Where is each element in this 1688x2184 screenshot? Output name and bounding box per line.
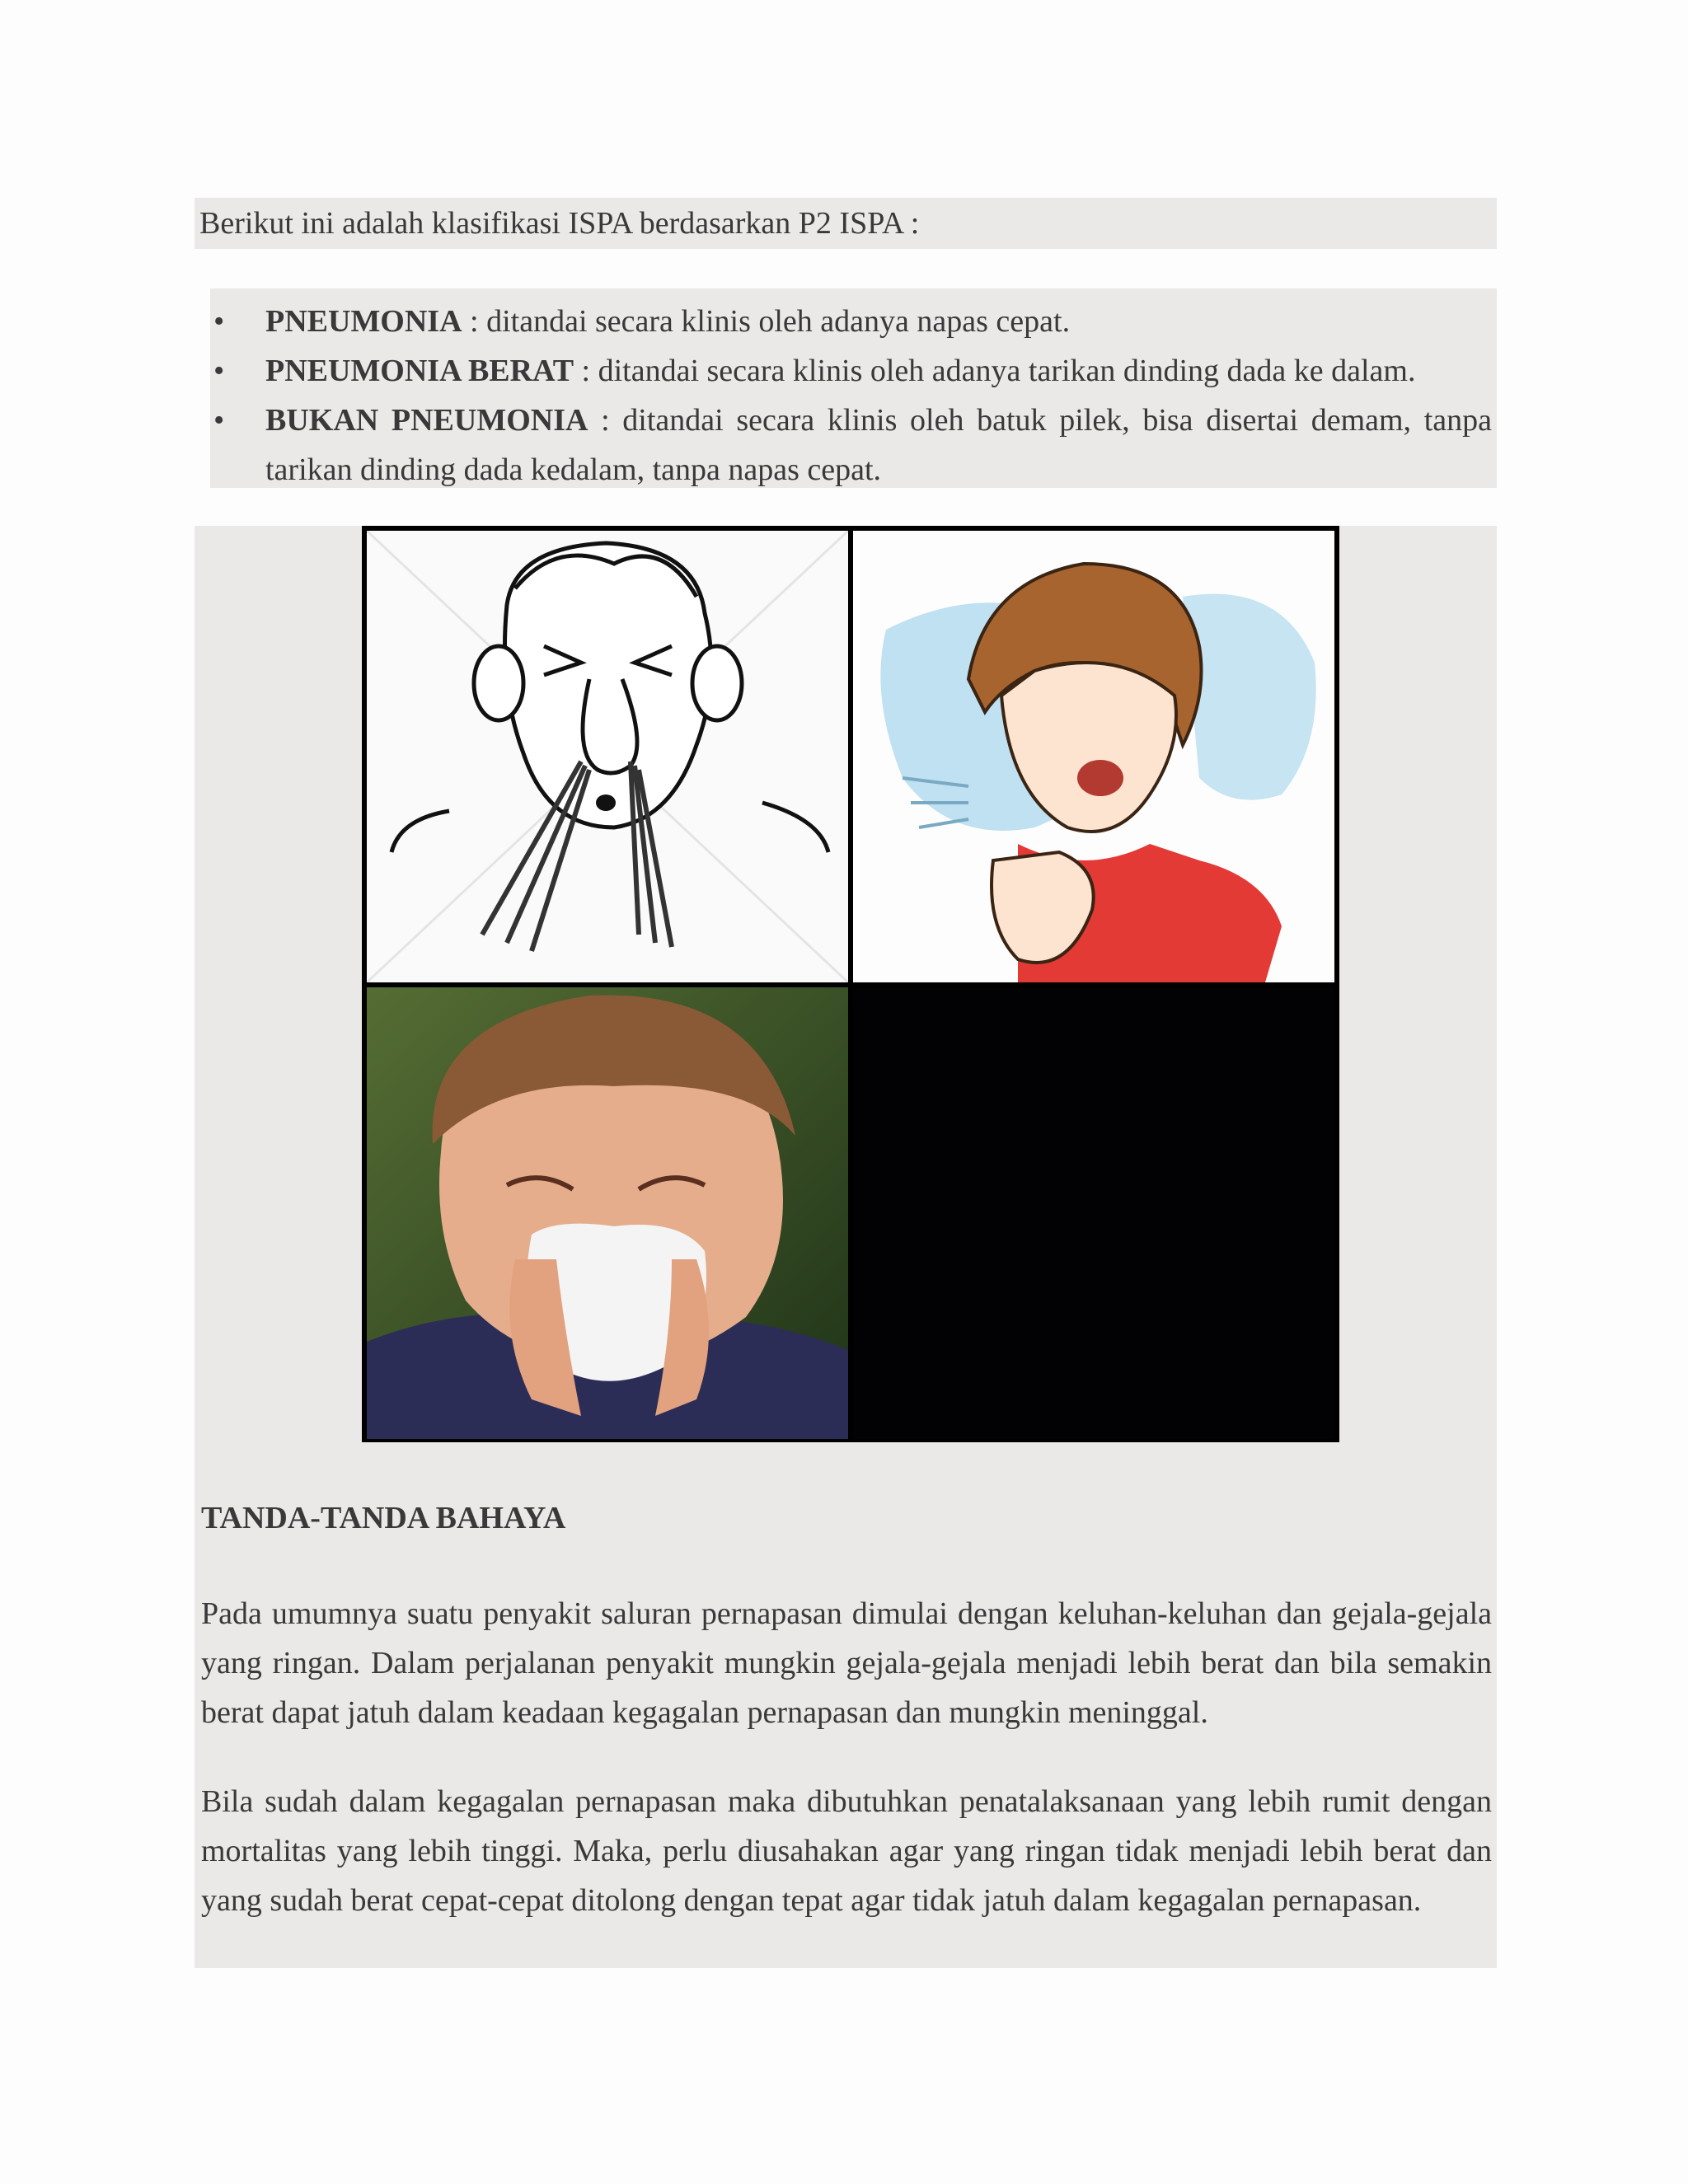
term: PNEUMONIA BERAT <box>265 354 574 388</box>
paragraph: Bila sudah dalam kegagalan pernapasan maka dibutuhkan penatalaksanaan yang lebih rumit dengan mortalitas yang lebih tinggi. Maka, perlu diusahakan agar yang ringan tidak menjadi lebih berat dan yang sudah berat cepat-cepat ditolong dengan tepat agar tidak jatuh dalam kegagalan pernapasan. <box>201 1784 1492 1918</box>
term-description: : ditandai secara klinis oleh adanya tarikan dinding dada ke dalam. <box>574 354 1416 388</box>
term: BUKAN PNEUMONIA <box>265 403 588 438</box>
bullet: • <box>213 354 225 388</box>
boy-blowing-nose-icon <box>367 987 848 1439</box>
classification-list <box>210 288 1497 488</box>
paragraph: Pada umumnya suatu penyakit saluran pernapasan dimulai dengan keluhan-keluhan dan gejala-gejala yang ringan. Dalam perjalanan penyakit mungkin gejala-gejala menjadi lebih berat dan bila semakin berat dapat jatuh dalam keadaan kegagalan pernapasan dan mungkin meninggal. <box>201 1596 1492 1730</box>
main-section <box>195 526 1497 1968</box>
list-item <box>210 346 1497 396</box>
intro-text: Berikut ini adalah klasifikasi ISPA berdasarkan P2 ISPA : <box>195 198 1497 249</box>
list-item <box>210 396 1497 494</box>
list-item <box>210 297 1497 346</box>
sneezing-cartoon-man-icon <box>367 531 848 982</box>
black-panel <box>853 987 1334 1439</box>
bullet: • <box>213 304 225 339</box>
term-description: : ditandai secara klinis oleh adanya napas cepat. <box>462 304 1071 339</box>
bullet: • <box>213 403 225 438</box>
section-heading: TANDA-TANDA BAHAYA <box>201 1501 566 1535</box>
illustration-grid <box>362 526 1339 1442</box>
term-description: : ditandai secara klinis oleh batuk pilek, bisa disertai demam, tanpa tarikan dinding dada kedalam, tanpa napas cepat. <box>265 403 1492 487</box>
term: PNEUMONIA <box>265 304 462 339</box>
coughing-boy-icon <box>853 531 1334 982</box>
